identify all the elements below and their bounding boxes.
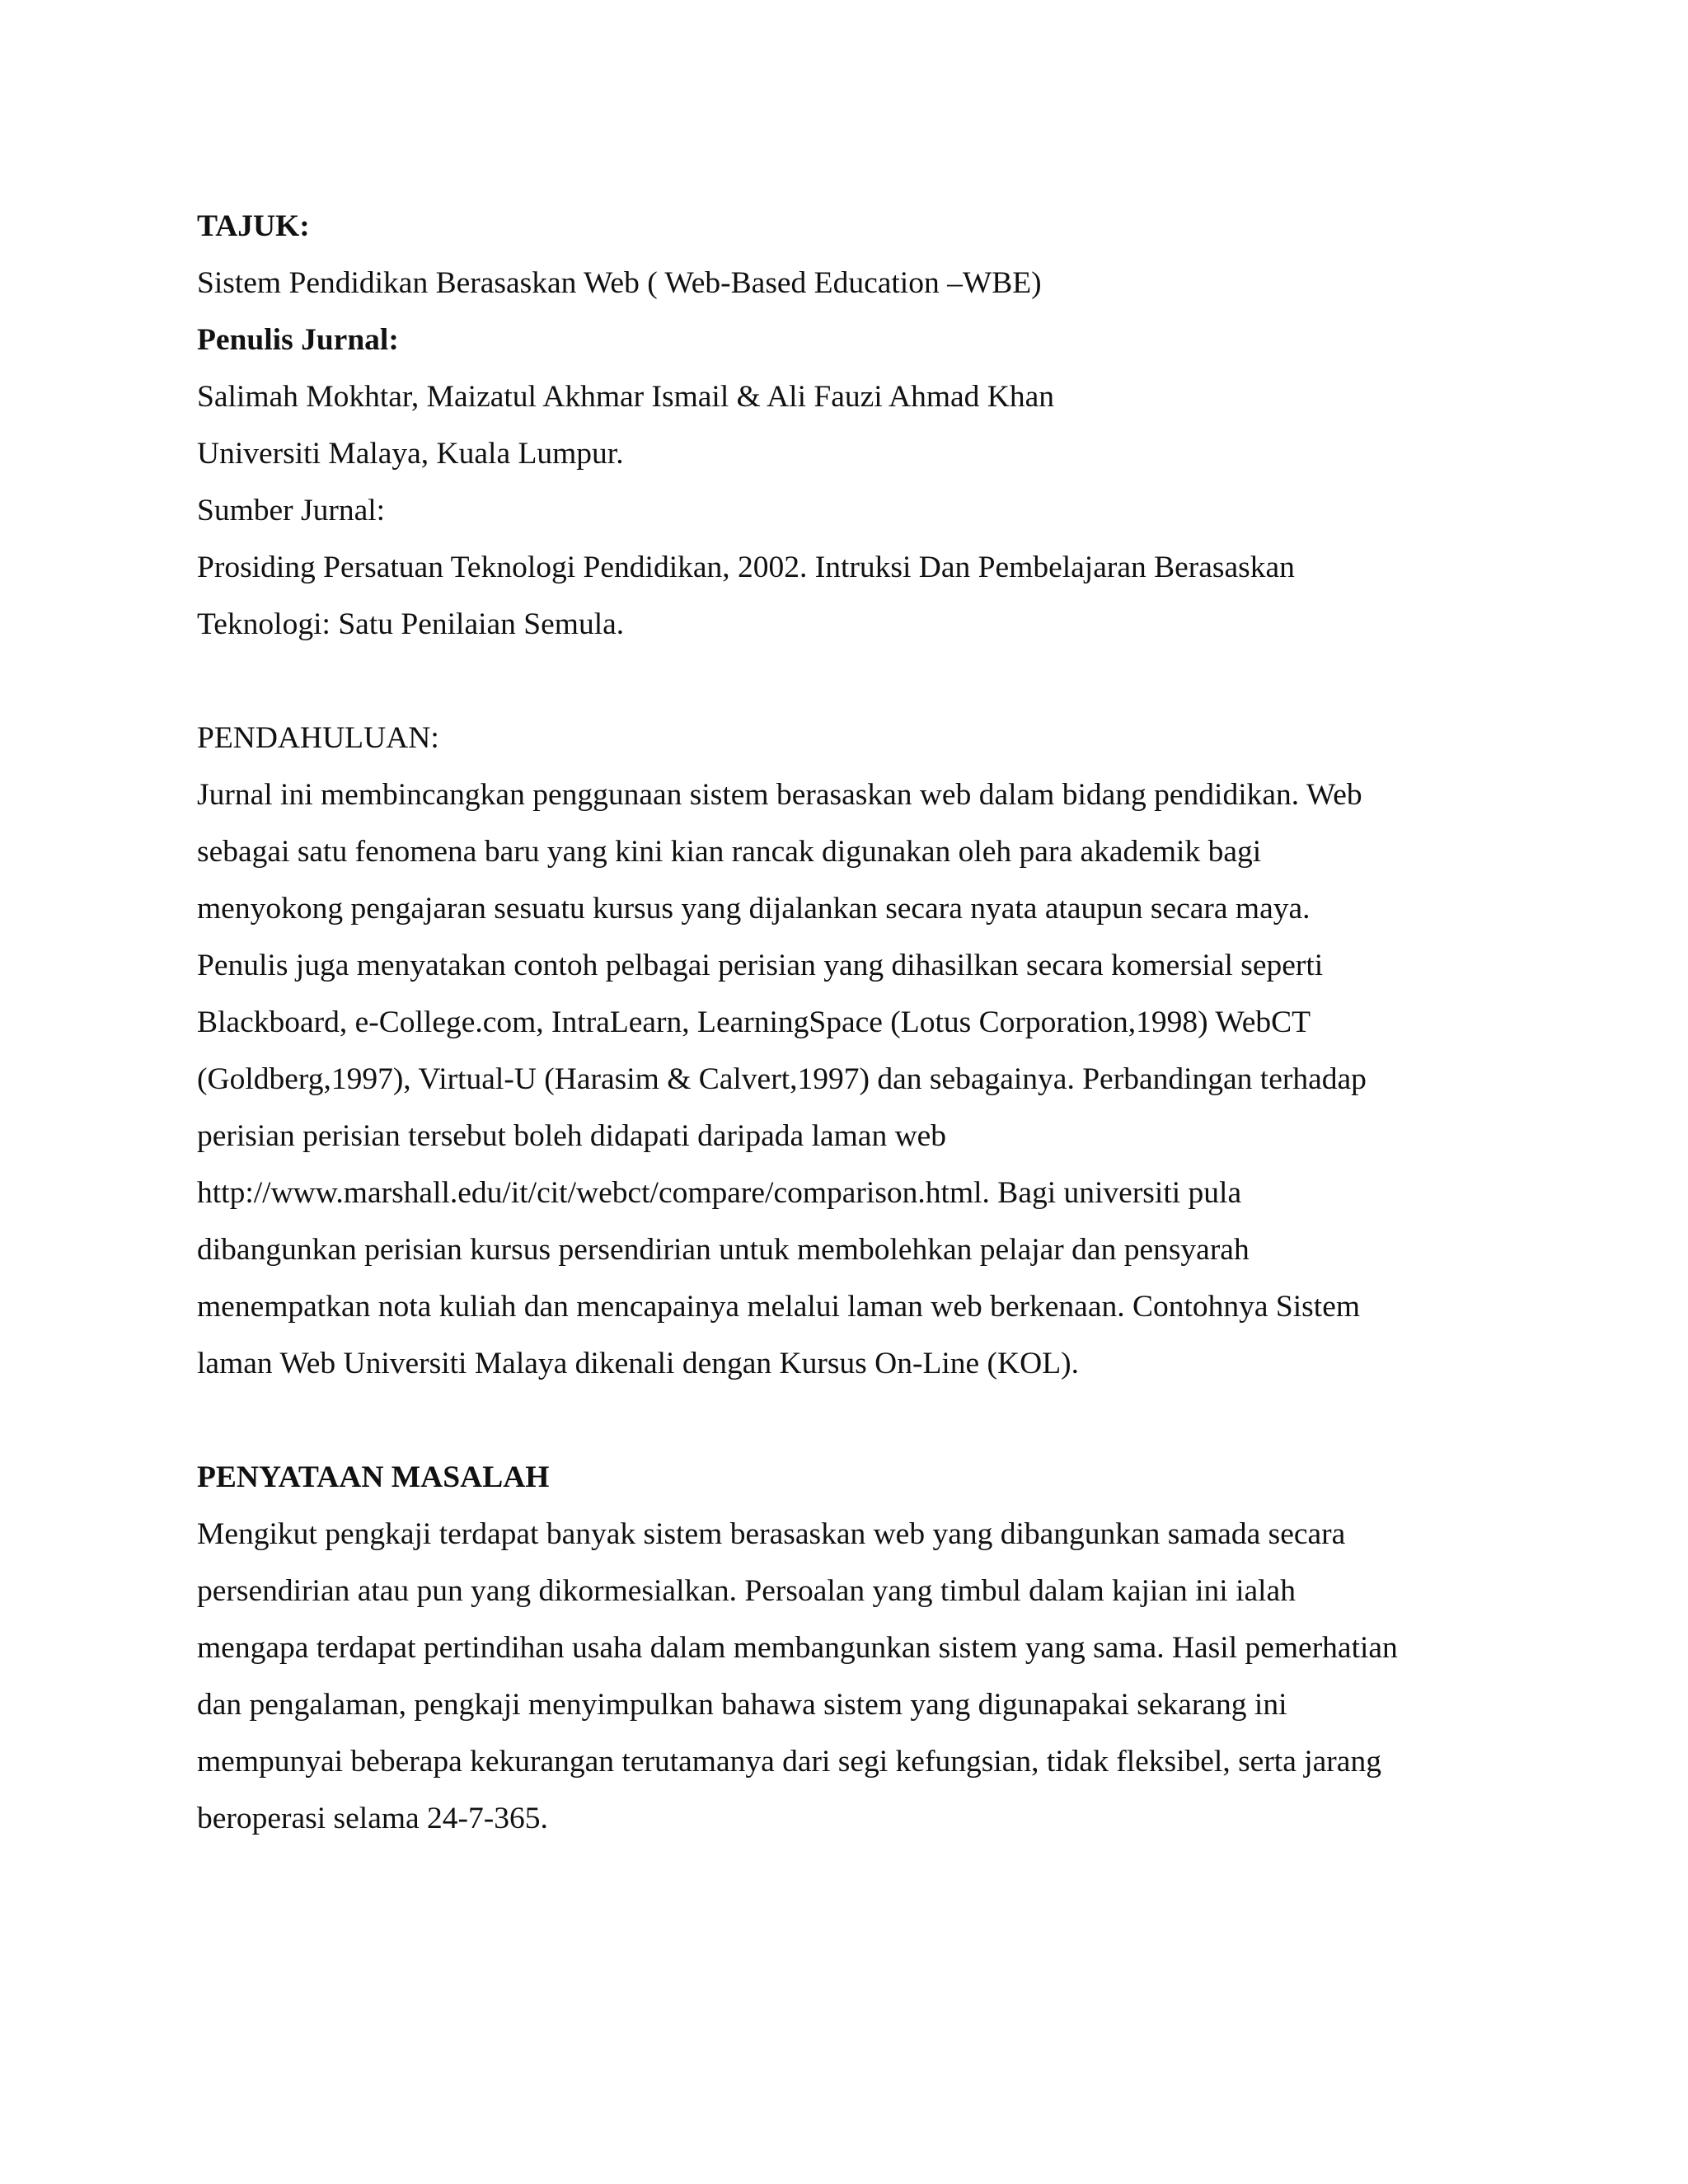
introduction-line: sebagai satu fenomena baru yang kini kian rancak digunakan oleh para akademik bagi (197, 835, 1262, 869)
introduction-line: laman Web Universiti Malaya dikenali dengan Kursus On-Line (KOL). (197, 1347, 1079, 1380)
problem-statement-line: mempunyai beberapa kekurangan terutamanya dari segi kefungsian, tidak fleksibel, serta jarang (197, 1745, 1381, 1779)
introduction-heading: PENDAHULUAN: (197, 721, 439, 755)
problem-statement-line: dan pengalaman, pengkaji menyimpulkan bahawa sistem yang digunapakai sekarang ini (197, 1688, 1287, 1722)
introduction-line: Jurnal ini membincangkan penggunaan sistem berasaskan web dalam bidang pendidikan. Web (197, 778, 1362, 812)
introduction-line: Blackboard, e-College.com, IntraLearn, LearningSpace (Lotus Corporation,1998) WebCT (197, 1005, 1311, 1039)
problem-statement-line: persendirian atau pun yang dikormesialkan. Persoalan yang timbul dalam kajian ini ialah (197, 1574, 1296, 1608)
section-spacer (197, 653, 1516, 710)
introduction-line: (Goldberg,1997), Virtual-U (Harasim & Calvert,1997) dan sebagainya. Perbandingan terhadap (197, 1062, 1367, 1096)
problem-statement-line: Mengikut pengkaji terdapat banyak sistem berasaskan web yang dibangunkan samada secara (197, 1517, 1346, 1551)
author-affiliation: Universiti Malaya, Kuala Lumpur. (197, 437, 624, 471)
section-spacer (197, 1392, 1516, 1449)
introduction-line: http://www.marshall.edu/it/cit/webct/compare/comparison.html. Bagi universiti pula (197, 1176, 1242, 1210)
source-heading: Sumber Jurnal: (197, 494, 386, 527)
introduction-line: perisian perisian tersebut boleh didapati daripada laman web (197, 1119, 947, 1153)
author-heading: Penulis Jurnal: (197, 323, 399, 357)
title-heading: TAJUK: (197, 209, 310, 243)
introduction-line: dibangunkan perisian kursus persendirian untuk membolehkan pelajar dan pensyarah (197, 1233, 1250, 1267)
introduction-line: menempatkan nota kuliah dan mencapainya melalui laman web berkenaan. Contohnya Sistem (197, 1290, 1361, 1324)
introduction-line: Penulis juga menyatakan contoh pelbagai perisian yang dihasilkan secara komersial seperti (197, 949, 1324, 982)
problem-statement-heading: PENYATAAN MASALAH (197, 1460, 550, 1494)
source-line: Prosiding Persatuan Teknologi Pendidikan, 2002. Intruksi Dan Pembelajaran Berasaskan (197, 551, 1295, 584)
problem-statement-line: mengapa terdapat pertindihan usaha dalam membangunkan sistem yang sama. Hasil pemerhatian (197, 1631, 1398, 1665)
source-line: Teknologi: Satu Penilaian Semula. (197, 607, 625, 641)
document-body (197, 198, 1516, 1847)
author-names: Salimah Mokhtar, Maizatul Akhmar Ismail & Ali Fauzi Ahmad Khan (197, 380, 1055, 414)
document-title: Sistem Pendidikan Berasaskan Web ( Web-Based Education –WBE) (197, 266, 1042, 300)
problem-statement-line: beroperasi selama 24-7-365. (197, 1802, 548, 1835)
introduction-line: menyokong pengajaran sesuatu kursus yang dijalankan secara nyata ataupun secara maya. (197, 892, 1311, 926)
